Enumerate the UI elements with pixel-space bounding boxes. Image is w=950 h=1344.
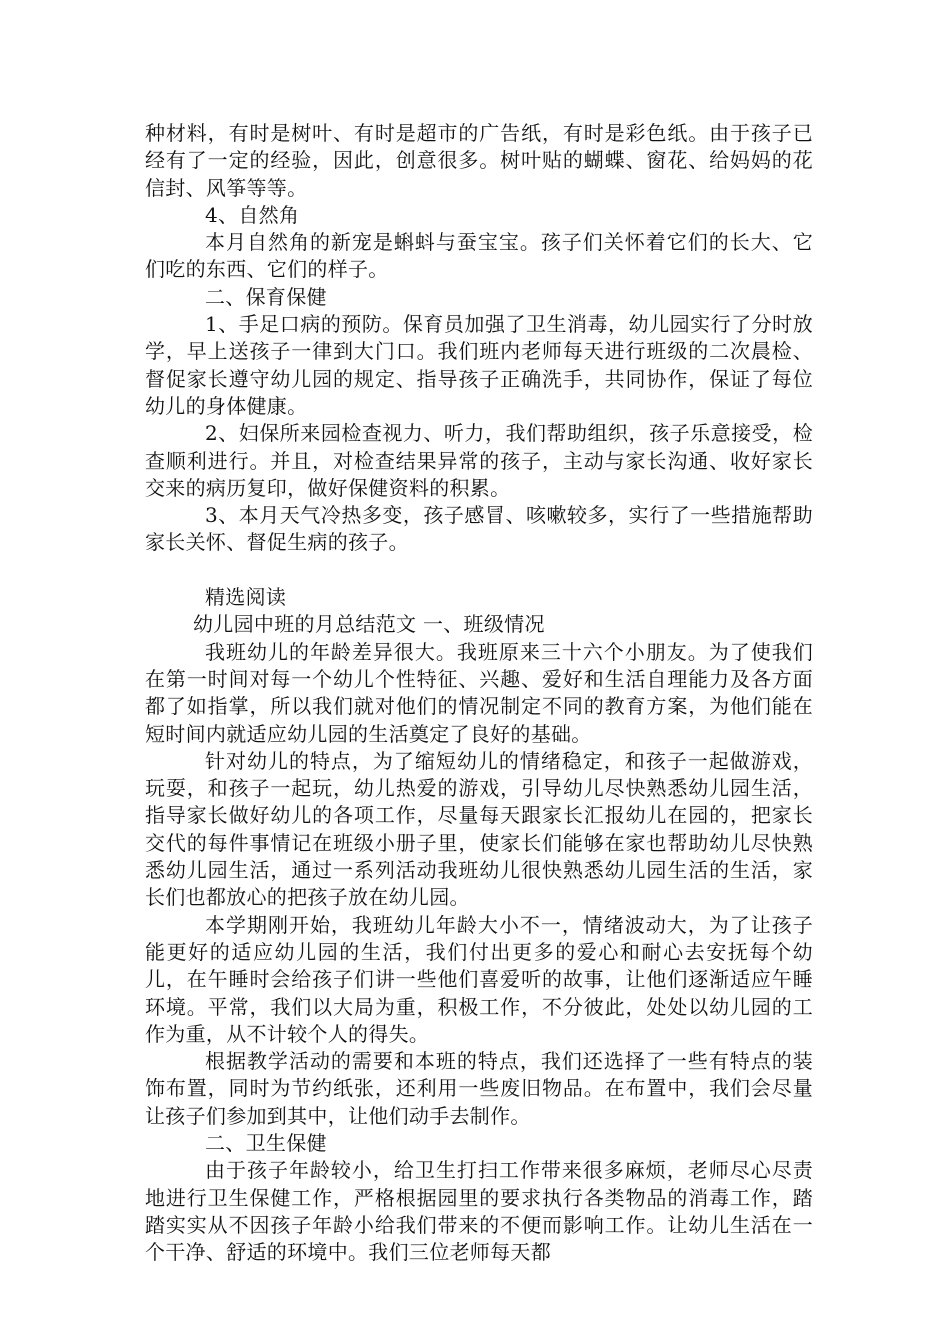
paragraph: 我班幼儿的年龄差异很大。我班原来三十六个小朋友。为了使我们在第一时间对每一个幼儿个性特征、兴趣、爱好和生活自理能力及各方面都了如指掌，所以我们就对他们的情况制定不同的教育方案，为他们能在短时间内就适应幼儿园的生活奠定了良好的基础。: [145, 639, 813, 746]
paragraph: 3、本月天气冷热多变，孩子感冒、咳嗽较多，实行了一些措施帮助家长关怀、督促生病的孩子。: [145, 503, 813, 555]
paragraph: 由于孩子年龄较小，给卫生打扫工作带来很多麻烦，老师尽心尽责地进行卫生保健工作，严格根据园里的要求执行各类物品的消毒工作，踏踏实实从不因孩子年龄小给我们带来的不便而影响工作。让幼儿生活在一个干净、舒适的环境中。我们三位老师每天都: [145, 1158, 813, 1265]
paragraph: 1、手足口病的预防。保育员加强了卫生消毒，幼儿园实行了分时放学，早上送孩子一律到大门口。我们班内老师每天进行班级的二次晨检、督促家长遵守幼儿园的规定、指导孩子正确洗手，共同协作，保证了每位幼儿的身体健康。: [145, 312, 813, 418]
section-heading-childcare-health: 二、保育保健: [205, 284, 327, 309]
paragraph: 本月自然角的新宠是蝌蚪与蚕宝宝。孩子们关怀着它们的长大、它们吃的东西、它们的样子。: [145, 230, 813, 282]
paragraph: 本学期刚开始，我班幼儿年龄大小不一，情绪波动大，为了让孩子能更好的适应幼儿园的生活，我们付出更多的爱心和耐心去安抚每个幼儿，在午睡时会给孩子们讲一些他们喜爱听的故事，让他们逐渐适应午睡环境。平常，我们以大局为重，积极工作，不分彼此，处处以幼儿园的工作为重，从不计较个人的得失。: [145, 912, 813, 1046]
article-title: 幼儿园中班的月总结范文 一、班级情况: [193, 612, 545, 637]
paragraph: 根据教学活动的需要和本班的特点，我们还选择了一些有特点的装饰布置，同时为节约纸张，还利用一些废旧物品。在布置中，我们会尽量让孩子们参加到其中，让他们动手去制作。: [145, 1049, 813, 1128]
blank-line: [145, 557, 813, 584]
paragraph: 2、妇保所来园检查视力、听力，我们帮助组织，孩子乐意接受，检查顺利进行。并且，对检查结果异常的孩子，主动与家长沟通、收好家长交来的病历复印，做好保健资料的积累。: [145, 421, 813, 500]
section-heading-nature-corner: 4、自然角: [205, 202, 300, 227]
paragraph: 针对幼儿的特点，为了缩短幼儿的情绪稳定，和孩子一起做游戏，玩耍，和孩子一起玩，幼儿热爱的游戏，引导幼儿尽快熟悉幼儿园生活，指导家长做好幼儿的各项工作，尽量每天跟家长汇报幼儿在园的，把家长交代的每件事情记在班级小册子里，使家长们能够在家也帮助幼儿尽快熟悉幼儿园生活，通过一系列活动我班幼儿很快熟悉幼儿园生活的生活，家长们也都放心的把孩子放在幼儿园。: [145, 748, 813, 910]
paragraph-continuation: 种材料，有时是树叶、有时是超市的广告纸，有时是彩色纸。由于孩子已经有了一定的经验，因此，创意很多。树叶贴的蝴蝶、窗花、给妈妈的花信封、风筝等等。: [145, 121, 813, 200]
document-body: [145, 120, 813, 1266]
section-heading-featured-reading: 精选阅读: [205, 585, 287, 610]
section-heading-hygiene: 二、卫生保健: [205, 1130, 327, 1155]
